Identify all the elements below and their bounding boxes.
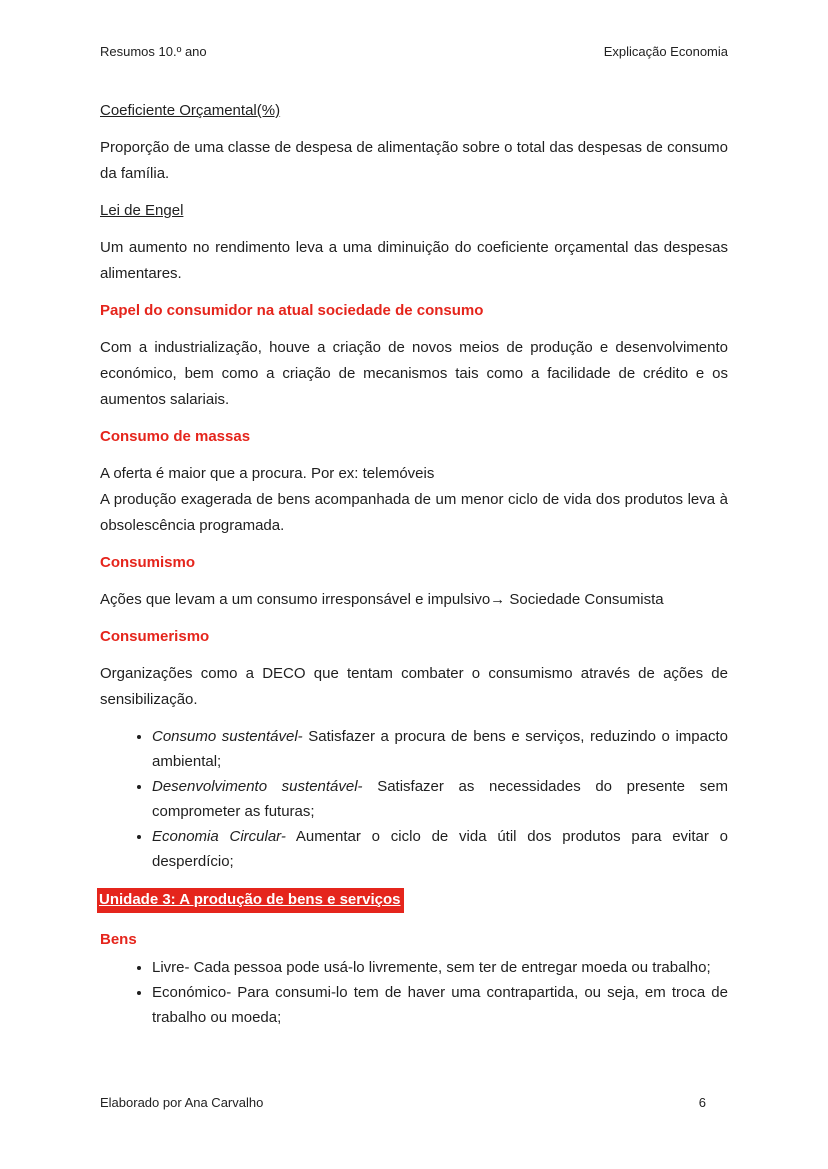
heading-consumerismo: Consumerismo (100, 628, 210, 645)
heading-bens: Bens (100, 931, 137, 948)
bens-bullet-list (100, 955, 728, 1030)
bullet-text: Satisfazer as necessidades do presente sem comprometer as futuras; (152, 778, 728, 820)
bullet-text: Aumentar o ciclo de vida útil dos produtos para evitar o desperdício; (152, 828, 729, 870)
list-item (152, 724, 728, 774)
unidade3-heading-row (100, 882, 728, 927)
list-item (152, 824, 728, 874)
heading-consumismo: Consumismo (100, 554, 196, 571)
document-body (100, 98, 728, 1038)
paragraph-consumerismo: Organizações como a DECO que tentam combater o consumismo através de ações de sensibilização. (100, 665, 728, 708)
list-item (152, 955, 728, 980)
paragraph-lei-de-engel: Um aumento no rendimento leva a uma diminuição do coeficiente orçamental das despesas alimentares. (100, 239, 728, 282)
page-footer (100, 1095, 728, 1111)
header-right-text: Explicação Economia (603, 44, 728, 59)
consumo-massas-line-1: A oferta é maior que a procura. Por ex: telemóveis (100, 465, 435, 482)
bullet-term: Economia Circular- (152, 828, 286, 845)
heading-consumo-massas: Consumo de massas (100, 428, 251, 445)
footer-author-text: Elaborado por Ana Carvalho (100, 1095, 264, 1110)
heading-papel-consumidor: Papel do consumidor na atual sociedade de consumo (100, 302, 484, 319)
bullet-term: Consumo sustentável- (152, 728, 303, 745)
list-item (152, 980, 728, 1030)
bullet-text: Económico- Para consumi-lo tem de haver uma contrapartida, ou seja, em troca de trabalho ou moeda; (152, 984, 728, 1026)
bullet-term: Desenvolvimento sustentável- (152, 778, 363, 795)
consumerismo-bullet-list (100, 724, 728, 874)
heading-unidade-3-highlighted: Unidade 3: A produção de bens e serviços (97, 888, 404, 913)
consumo-massas-line-2: A produção exagerada de bens acompanhada de um menor ciclo de vida dos produtos leva à obsolescência programada. (100, 491, 728, 534)
paragraph-papel-consumidor: Com a industrialização, houve a criação de novos meios de produção e desenvolvimento económico, bem como a criação de mecanismos tais como a facilidade de crédito e os aumentos salariais. (100, 339, 728, 408)
list-item (152, 774, 728, 824)
paragraph-consumismo: Ações que levam a um consumo irresponsável e impulsivo→ Sociedade Consumista (100, 591, 664, 608)
bullet-text: Satisfazer a procura de bens e serviços, reduzindo o impacto ambiental; (152, 728, 728, 770)
heading-lei-de-engel: Lei de Engel (100, 202, 184, 219)
paragraph-coeficiente-orcamental: Proporção de uma classe de despesa de alimentação sobre o total das despesas de consumo da família. (100, 139, 728, 182)
paragraph-consumo-massas (100, 461, 728, 539)
bullet-text: Livre- Cada pessoa pode usá-lo livremente, sem ter de entregar moeda ou trabalho; (152, 959, 711, 976)
page-header (100, 44, 728, 60)
header-left-text: Resumos 10.º ano (100, 44, 207, 59)
heading-coeficiente-orcamental: Coeficiente Orçamental(%) (100, 102, 281, 119)
footer-page-number: 6 (698, 1095, 706, 1110)
